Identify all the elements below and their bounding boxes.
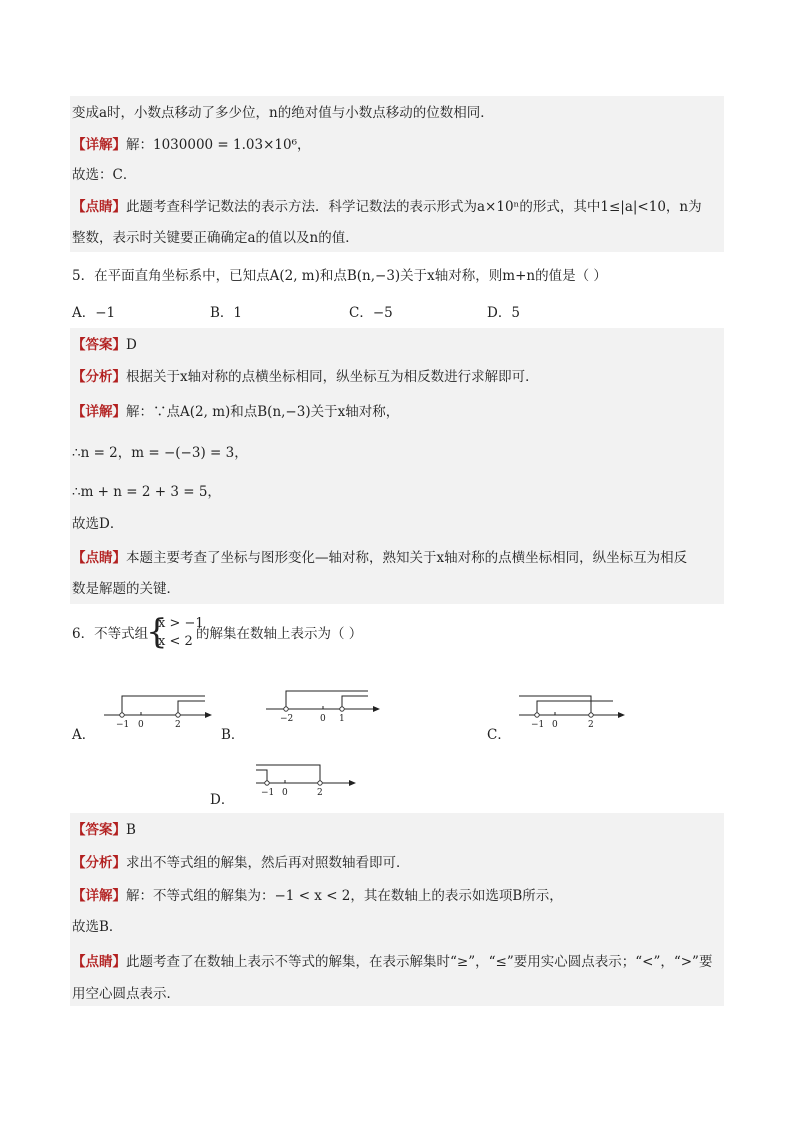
q5-option-d: D．5 <box>487 305 520 321</box>
q5-choose: 故选D． <box>72 516 124 532</box>
q5-option-c: C．−5 <box>349 305 393 321</box>
q6-option-a: A． <box>72 727 96 743</box>
q5-stem: 5．在平面直角坐标系中，已知点A(2, m)和点B(n,−3)关于x轴对称，则m+n的值是（ ） <box>72 268 607 284</box>
q4-comment-line2: 整数，表示时关键要正确确定a的值以及n的值． <box>72 230 359 246</box>
number-line-a <box>100 692 215 737</box>
comment-text: 本题主要考查了坐标与图形变化—轴对称，熟知关于x轴对称的点横坐标相同，纵坐标互为相反 <box>126 550 688 566</box>
q5-option-a: A．−1 <box>72 305 116 321</box>
detail-text: 解：∵点A(2, m)和点B(n,−3)关于x轴对称， <box>126 404 400 420</box>
tick-label: 0 <box>320 714 326 724</box>
q6-stem-prefix: 6．不等式组 <box>72 626 149 642</box>
tick-label: 2 <box>588 720 594 730</box>
number-line-c <box>515 692 635 737</box>
tick-label: −1 <box>531 720 545 730</box>
tick-label: 1 <box>339 714 345 724</box>
answer-tag: 【答案】 <box>72 822 126 838</box>
q6-comment-line2: 用空心圆点表示． <box>72 986 180 1002</box>
q4-text-line: 变成a时，小数点移动了多少位，n的绝对值与小数点移动的位数相同． <box>72 105 494 121</box>
answer-tag: 【答案】 <box>72 337 126 353</box>
q6-choose: 故选B． <box>72 919 123 935</box>
q6-option-b: B． <box>221 727 245 743</box>
answer-value: D <box>126 337 137 353</box>
q6-stem-suffix: 的解集在数轴上表示为（ ） <box>196 626 363 642</box>
analysis-text: 根据关于x轴对称的点横坐标相同，纵坐标互为相反数进行求解即可． <box>126 369 539 385</box>
q5-analysis <box>72 367 722 387</box>
q6-analysis <box>72 853 722 873</box>
detail-tag: 【详解】 <box>72 404 126 420</box>
detail-text: 解：不等式组的解集为：−1 < x < 2，其在数轴上的表示如选项B所示， <box>126 888 563 904</box>
number-line-b <box>262 688 387 733</box>
detail-text: 解：1030000 = 1.03×10⁶， <box>126 137 311 153</box>
brace-symbol: { <box>146 612 168 652</box>
tick-label: 2 <box>317 788 323 798</box>
analysis-tag: 【分析】 <box>72 369 126 385</box>
comment-tag: 【点睛】 <box>72 199 126 215</box>
q4-detail <box>72 135 722 155</box>
tick-label: 0 <box>552 720 558 730</box>
q5-option-b: B．1 <box>210 305 243 321</box>
tick-label: −1 <box>261 788 275 798</box>
tick-label: 0 <box>138 720 144 730</box>
q6-comment <box>72 952 722 972</box>
tick-label: −2 <box>280 714 294 724</box>
answer-value: B <box>126 822 136 838</box>
q5-answer <box>72 335 722 355</box>
number-line-d <box>252 762 372 807</box>
comment-text: 此题考查科学记数法的表示方法．科学记数法的表示形式为a×10ⁿ的形式，其中1≤|a|<10，n为 <box>126 199 702 215</box>
tick-label: 0 <box>282 788 288 798</box>
q4-choose: 故选：C． <box>72 167 137 183</box>
solution-block-q6 <box>70 813 724 1006</box>
q6-option-d: D． <box>210 792 235 808</box>
comment-text: 此题考查了在数轴上表示不等式的解集，在表示解集时“≥”，“≤”要用实心圆点表示；“<”，“>”要 <box>126 954 713 970</box>
q6-detail <box>72 886 722 906</box>
detail-tag: 【详解】 <box>72 137 126 153</box>
q5-step2: ∴m + n = 2 + 3 = 5， <box>72 484 221 500</box>
system-ineq-2: x < 2 <box>158 634 193 649</box>
comment-tag: 【点睛】 <box>72 550 126 566</box>
analysis-tag: 【分析】 <box>72 855 126 871</box>
q4-comment <box>72 197 722 217</box>
analysis-text: 求出不等式组的解集，然后再对照数轴看即可． <box>126 855 410 871</box>
q5-step1: ∴n = 2，m = −(−3) = 3， <box>72 445 248 461</box>
system-ineq-1: x > −1 <box>158 616 204 631</box>
q5-comment <box>72 548 722 568</box>
tick-label: 2 <box>175 720 181 730</box>
q5-detail <box>72 402 722 422</box>
detail-tag: 【详解】 <box>72 888 126 904</box>
q6-option-c: C． <box>487 727 511 743</box>
tick-label: −1 <box>116 720 130 730</box>
comment-tag: 【点睛】 <box>72 954 126 970</box>
q5-comment-line2: 数是解题的关键． <box>72 581 180 597</box>
q6-answer <box>72 820 722 840</box>
